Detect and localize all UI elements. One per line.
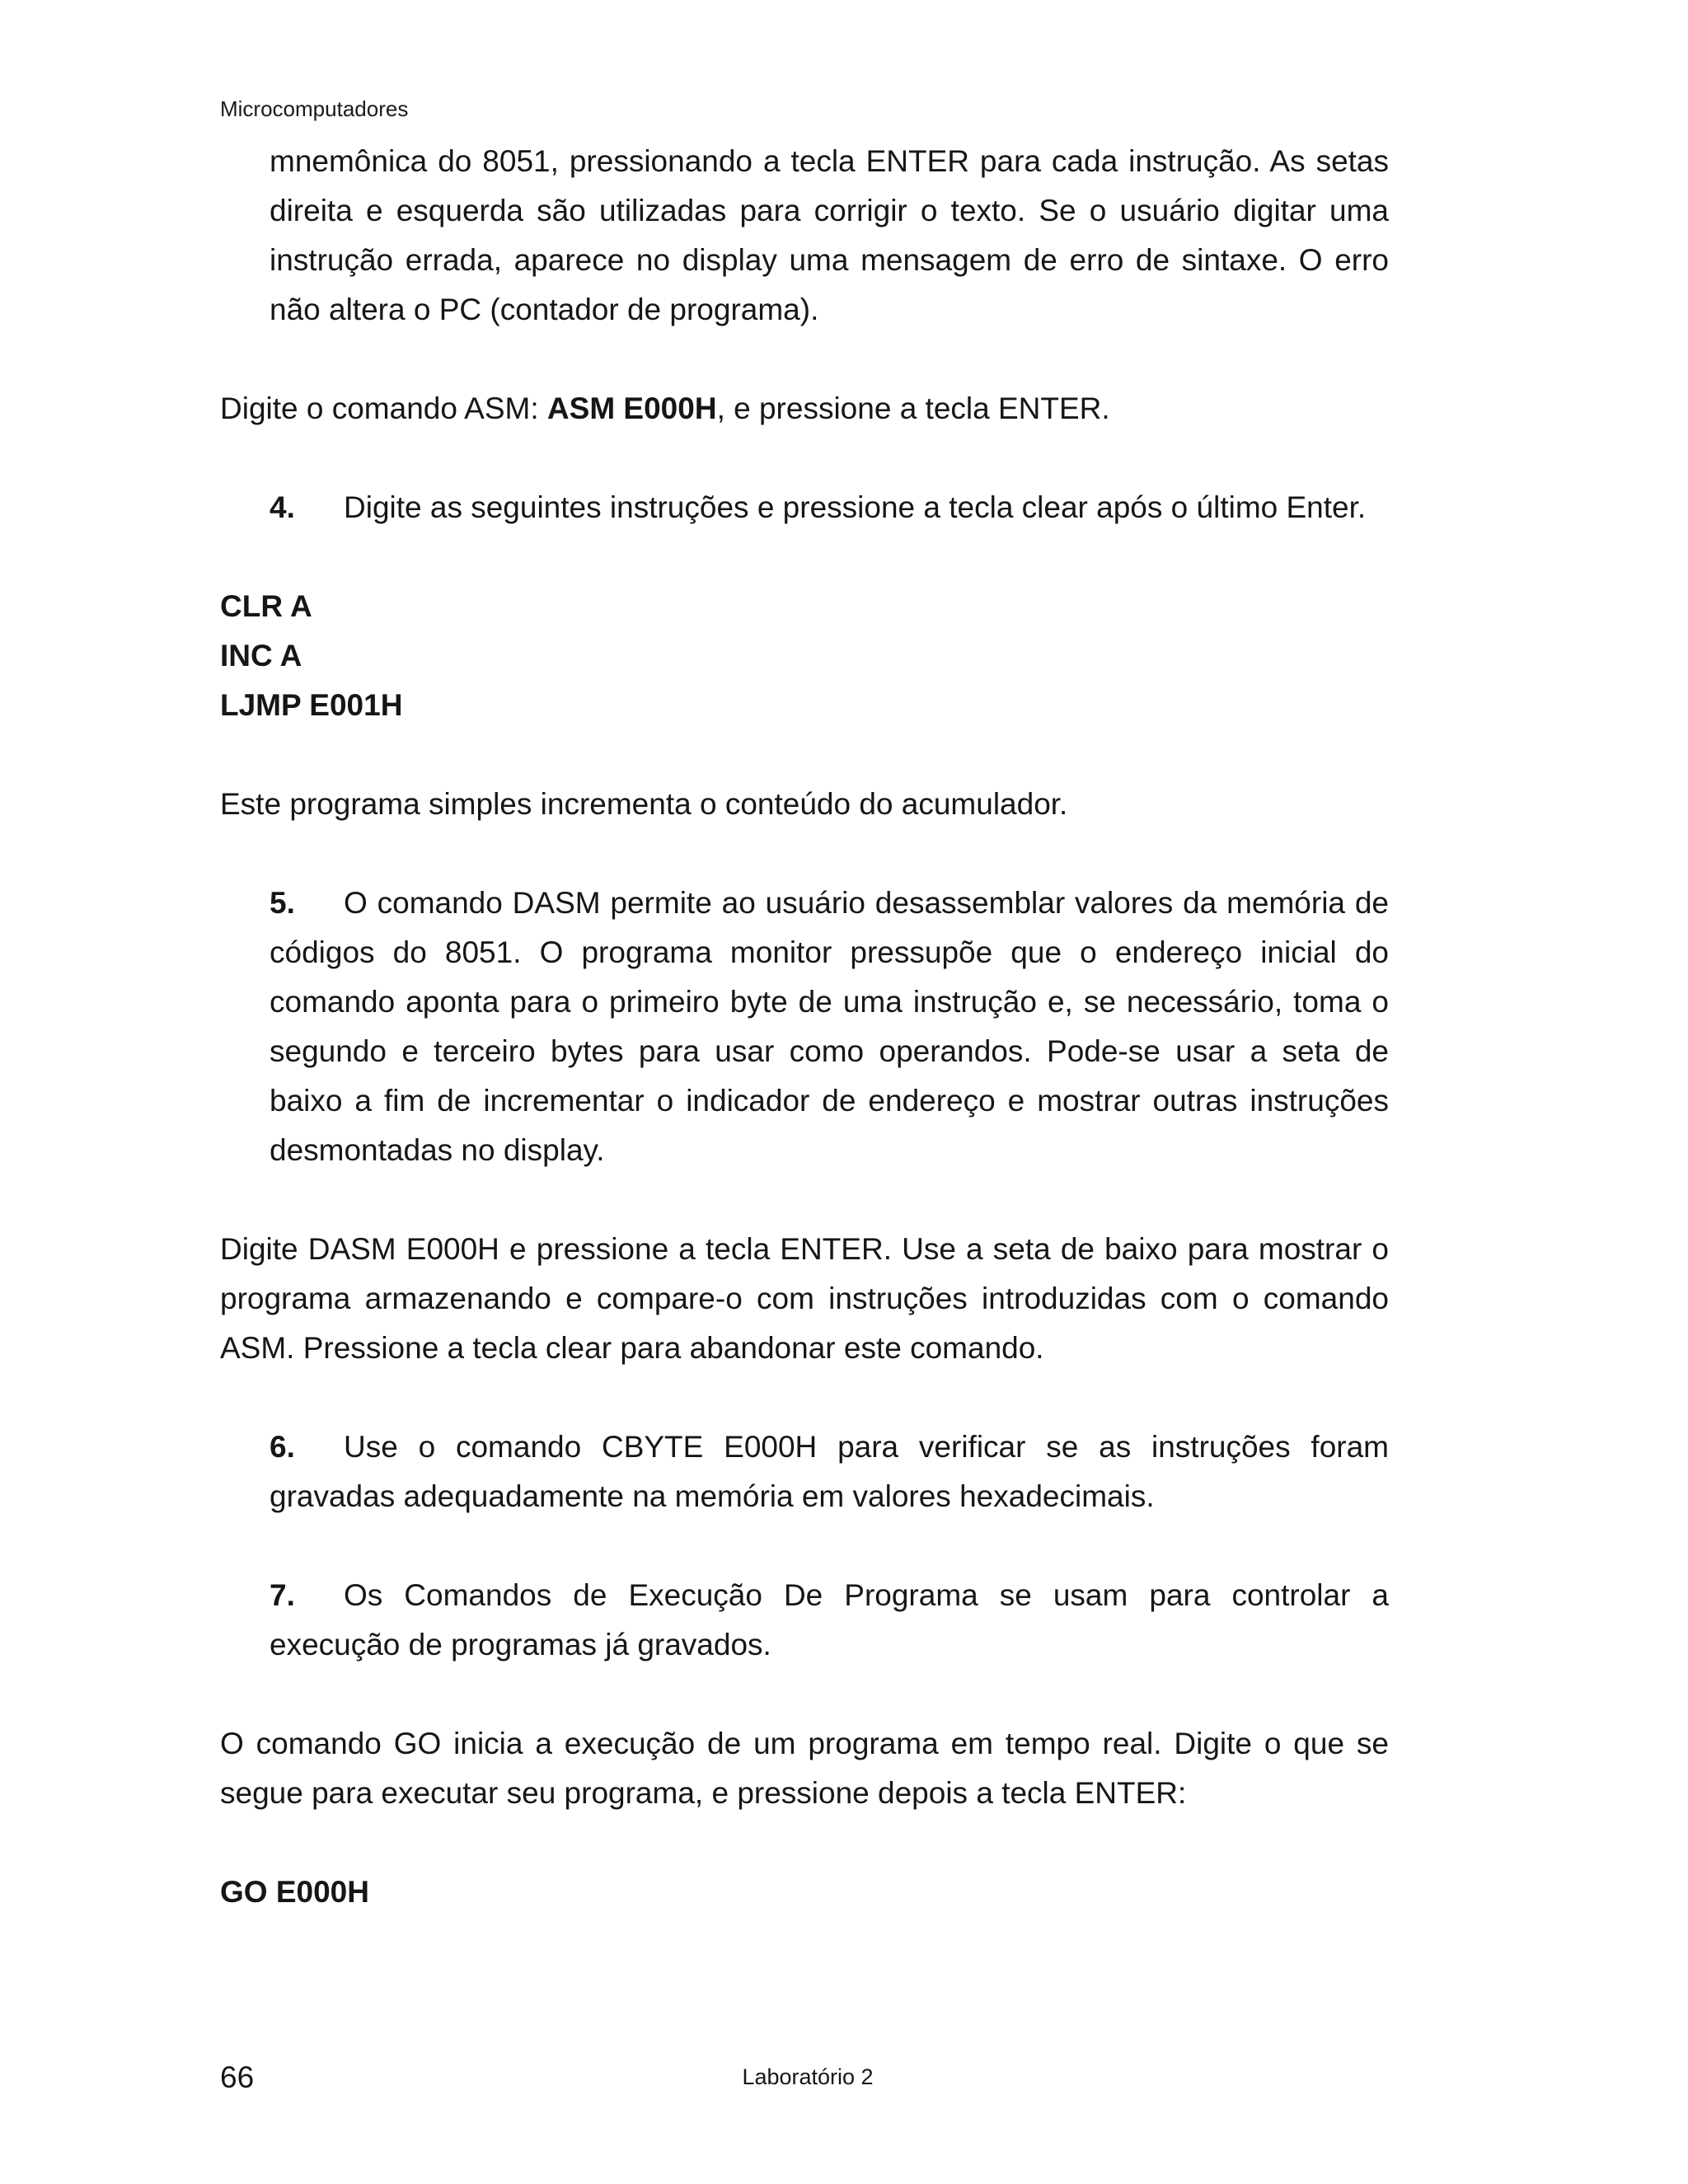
asm-command-bold: ASM E000H xyxy=(546,391,717,425)
code-line-inc: INC A xyxy=(220,639,302,673)
running-header: Microcomputadores xyxy=(220,96,409,121)
step-5 xyxy=(270,879,1389,1175)
step-5-number: 5. xyxy=(270,886,295,920)
step-4-text: Digite as seguintes instruções e pressione a tecla clear após o último Enter. xyxy=(344,490,1367,524)
code-block xyxy=(220,582,1389,730)
paragraph-dasm: Digite DASM E000H e pressione a tecla ENTER. Use a seta de baixo para mostrar o programa armazenando e compare-o com instruções introduzidas com o comando ASM. Pressione a tecla clear para abandonar este comando. xyxy=(220,1232,1389,1365)
step-6-number: 6. xyxy=(270,1430,295,1464)
paragraph-program-description: Este programa simples incrementa o conteúdo do acumulador. xyxy=(220,787,1068,821)
go-code-block xyxy=(220,1868,1389,1917)
page-content xyxy=(220,137,1389,1966)
step-7-number: 7. xyxy=(270,1578,295,1612)
asm-text-prefix: Digite o comando ASM: xyxy=(220,391,547,425)
code-line-ljmp: LJMP E001H xyxy=(220,688,403,722)
page-number: 66 xyxy=(220,2060,255,2094)
paragraph-asm-command xyxy=(220,384,1389,434)
paragraph-go-command: O comando GO inicia a execução de um programa em tempo real. Digite o que se segue para executar seu programa, e pressione depois a tecla ENTER: xyxy=(220,1727,1389,1810)
footer-chapter: Laboratório 2 xyxy=(742,2064,874,2089)
step-5-text: O comando DASM permite ao usuário desassemblar valores da memória de códigos do 8051. O programa monitor pressupõe que o endereço inicial do comando aponta para o primeiro byte de uma instrução e, se necessário, toma o segundo e terceiro bytes para usar como operandos. Pode-se usar a seta de baixo a fim de incrementar o indicador de endereço e mostrar outras instruções desmontadas no display. xyxy=(270,886,1389,1167)
step-6 xyxy=(270,1422,1389,1521)
step-6-text: Use o comando CBYTE E000H para verificar se as instruções foram gravadas adequadamente na memória em valores hexadecimais. xyxy=(270,1430,1389,1513)
step-7-text: Os Comandos de Execução De Programa se usam para controlar a execução de programas já gravados. xyxy=(270,1578,1389,1661)
paragraph-mnemonic: mnemônica do 8051, pressionando a tecla ENTER para cada instrução. As setas direita e esquerda são utilizadas para corrigir o texto. Se o usuário digitar uma instrução errada, aparece no display uma mensagem de erro de sintaxe. O erro não altera o PC (contador de programa). xyxy=(270,144,1389,326)
step-4-number: 4. xyxy=(270,490,295,524)
step-7 xyxy=(270,1571,1389,1670)
asm-text-suffix: , e pressione a tecla ENTER. xyxy=(716,391,1110,425)
step-4 xyxy=(270,483,1389,532)
code-line-clr: CLR A xyxy=(220,589,312,623)
code-line-go: GO E000H xyxy=(220,1875,369,1909)
